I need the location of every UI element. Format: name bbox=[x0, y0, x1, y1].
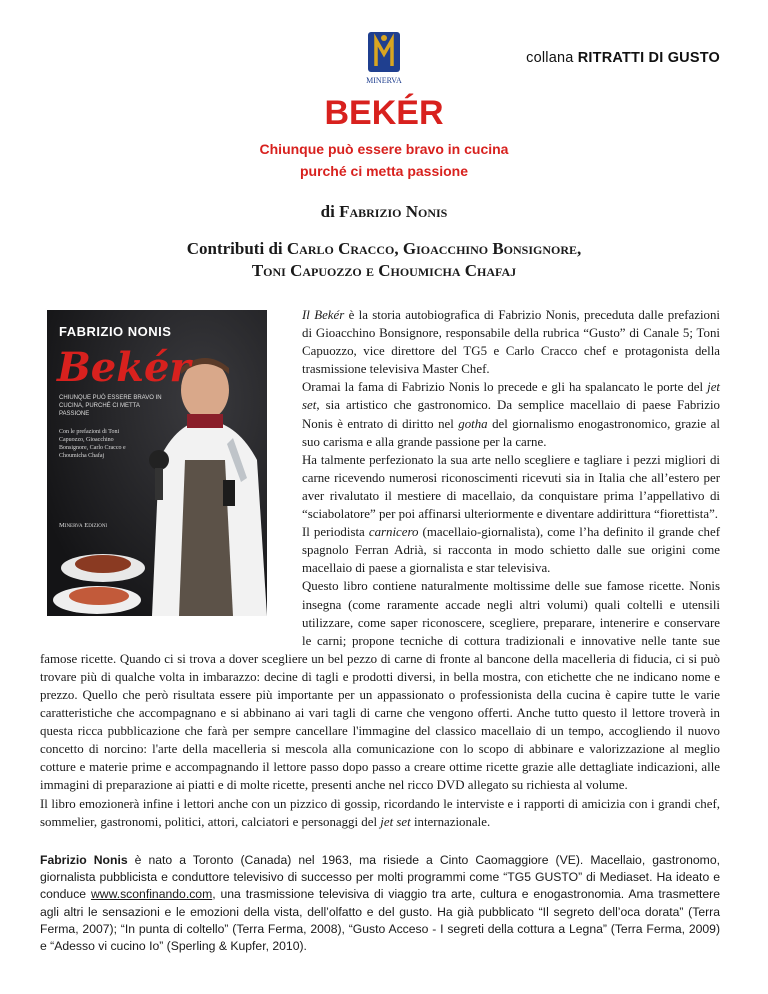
minerva-logo-icon bbox=[358, 30, 410, 86]
book-description bbox=[40, 306, 720, 831]
author-prefix: di bbox=[320, 202, 335, 221]
bio-text: è nato a Toronto (Canada) nel 1963, ma risiede a Cinto Caomaggiore (VE). Macellaio, gastronomo, giornalista pubblicista e conduttore televisivo di successo per molti programmi come “TG5 GUSTO” di Mediaset. Ha ideato e conduce bbox=[40, 853, 720, 902]
contributors-prefix: Contributi di bbox=[186, 239, 283, 258]
description-text: del giornalismo enogastronomico, grazie al suo carisma e alla grande passione per la carne. bbox=[302, 416, 720, 449]
cover-subtitle: CHIUNQUE PUÒ ESSERE BRAVO IN CUCINA, PURCHÉ CI METTA PASSIONE bbox=[59, 395, 162, 417]
description-text: Oramai la fama di Fabrizio Nonis lo precede e gli ha spalancato le porte del bbox=[302, 380, 708, 395]
cover-title: Bekér bbox=[57, 344, 191, 391]
cover-author: FABRIZIO NONIS bbox=[59, 324, 172, 339]
contributors-names-2: Toni Capuozzo e Choumicha Chafaj bbox=[251, 261, 517, 280]
bio-name: Fabrizio Nonis bbox=[40, 853, 128, 867]
series-prefix: collana bbox=[526, 50, 578, 66]
description-text: (macellaio-giornalista), come l’ha definito il grande chef spagnolo Ferran Adrià, si racconta in modo schietto dalle sue origini come macellaio di paese a giornalista e star televisiva. bbox=[302, 525, 720, 576]
description-em: jet set bbox=[302, 380, 720, 413]
logo-label: MINERVA bbox=[366, 76, 402, 85]
description-text: è la storia autobiografica di Fabrizio Nonis, preceduta dalle prefazioni di Gioacchino Bonsignore, responsabile della rubrica “Gusto” di Canale 5; Toni Capuozzo, vice direttore del TG5 e Carlo Cracco chef e protagonista della trasmissione televisiva Master Chef. bbox=[302, 308, 721, 377]
minerva-logo bbox=[358, 30, 410, 86]
cover-publisher: Minerva Edizioni bbox=[59, 522, 108, 529]
description-em: carnicero bbox=[368, 525, 419, 540]
description-em: jet set bbox=[380, 814, 411, 829]
description-text: Ha talmente perfezionato la sua arte nello scegliere e tagliare i pezzi migliori di carne ricevendo numerosi riconoscimenti ricevuti sia in Italia che all’estero per aver rivalutato il mestiere di macellaio, da conquistare prima l’appellativo di “sciabolatore” per poi affinarsi ulteriormente e diventare addirittura “fiorettista”. bbox=[302, 452, 720, 522]
description-text: internazionale. bbox=[410, 814, 491, 829]
author-line bbox=[0, 202, 768, 222]
description-paragraph bbox=[40, 795, 720, 831]
description-text: Il periodista bbox=[302, 525, 369, 540]
description-text: Il libro emozionerà infine i lettori anche con un pizzico di gossip, ricordando le interviste e i rapporti di amicizia con i grandi chef, sommelier, gastronomi, politici, attori, calciatori e personaggi del bbox=[40, 796, 720, 829]
author-name: Fabrizio Nonis bbox=[339, 202, 448, 221]
description-em: gotha bbox=[458, 416, 488, 431]
description-em: Il Bekér bbox=[302, 308, 345, 322]
description-text: , sia artistico che gastronomico. Da semplice macellaio di paese Fabrizio Nonis è entrato di diritto nel bbox=[302, 398, 720, 431]
description-text: Questo libro contiene naturalmente moltissime delle sue famose ricette. Nonis insegna (come raramente accade negli altri volumi) quali coltelli e utensili utilizzare, come saper riconoscere, scegliere, preparare, intenerire e conservare le carni; propone tecniche di cottura tradizionali e innovative nelle tante sue famose ricette. Quando ci si trova a dover scegliere un bel pezzo di carne di fronte al bancone della macelleria di fiducia, ci si può trovare più di qualche volta in imbarazzo: decine di tagli e prodotti diversi, in bella mostra, con etichette che ne indicano nome e prezzo. Quello che però risultata essere più importante per un appassionato o professionista della cucina è capire tutte le varie caratteristiche che accompagnano e si abbinano ai vari tagli di carne che vengono offerti. Anche tutto questo il lettore troverà in questa ricca pubblicazione che farà per sempre cancellare l'immagine del classico macellaio di un tempo, accogliendo il nuovo concetto di norcino: l'arte della macelleria si mescola alla comunicazione con lo scopo di abbinare e valorizzazione al meglio cotture e materie prime e accompagnando il lettore passo dopo passo a creare ottime ricette grazie alle dettagliate indicazioni, alle immagini di preparazione ai piatti e di molte ricette, presenti anche nel ricco DVD allegato su richiesta al volume. bbox=[40, 579, 720, 793]
contributors bbox=[0, 238, 768, 282]
bio-text: , una trasmissione televisiva di viaggio tra arte, cultura e enogastronomia. Ama trasmettere agli altri le sensazioni e le emozioni della vista, dell’olfatto e del gusto. Ha già pubblicato “Il segreto dell’oca dorata” (Terra Ferma, 2007); “In punta di coltello” (Terra Ferma, 2008), “Gusto Acceso - I segreti della cottura a Legna” (Terra Ferma, 2009) e “Adesso vi cucino Io” (Sperling & Kupfer, 2010). bbox=[40, 887, 720, 954]
author-bio bbox=[40, 852, 720, 955]
cover-float-spacer bbox=[40, 306, 302, 636]
subtitle-line-1: Chiunque può essere bravo in cucina bbox=[259, 141, 509, 157]
series-name: RITRATTI DI GUSTO bbox=[577, 50, 720, 66]
contributors-line-1 bbox=[0, 238, 768, 260]
book-title: BEKÉR bbox=[324, 94, 444, 132]
book-subtitle bbox=[0, 138, 768, 182]
cover-prefaces: Con le prefazioni di Toni Capuozzo, Gioacchino Bonsignore, Carlo Cracco e Choumicha Chafaj bbox=[59, 429, 126, 459]
subtitle-line-2: purché ci metta passione bbox=[299, 163, 469, 179]
website-link[interactable]: www.sconfinando.com bbox=[90, 887, 213, 902]
series-label bbox=[526, 50, 720, 66]
contributors-names-1: Carlo Cracco, Gioacchino Bonsignore, bbox=[286, 239, 582, 258]
